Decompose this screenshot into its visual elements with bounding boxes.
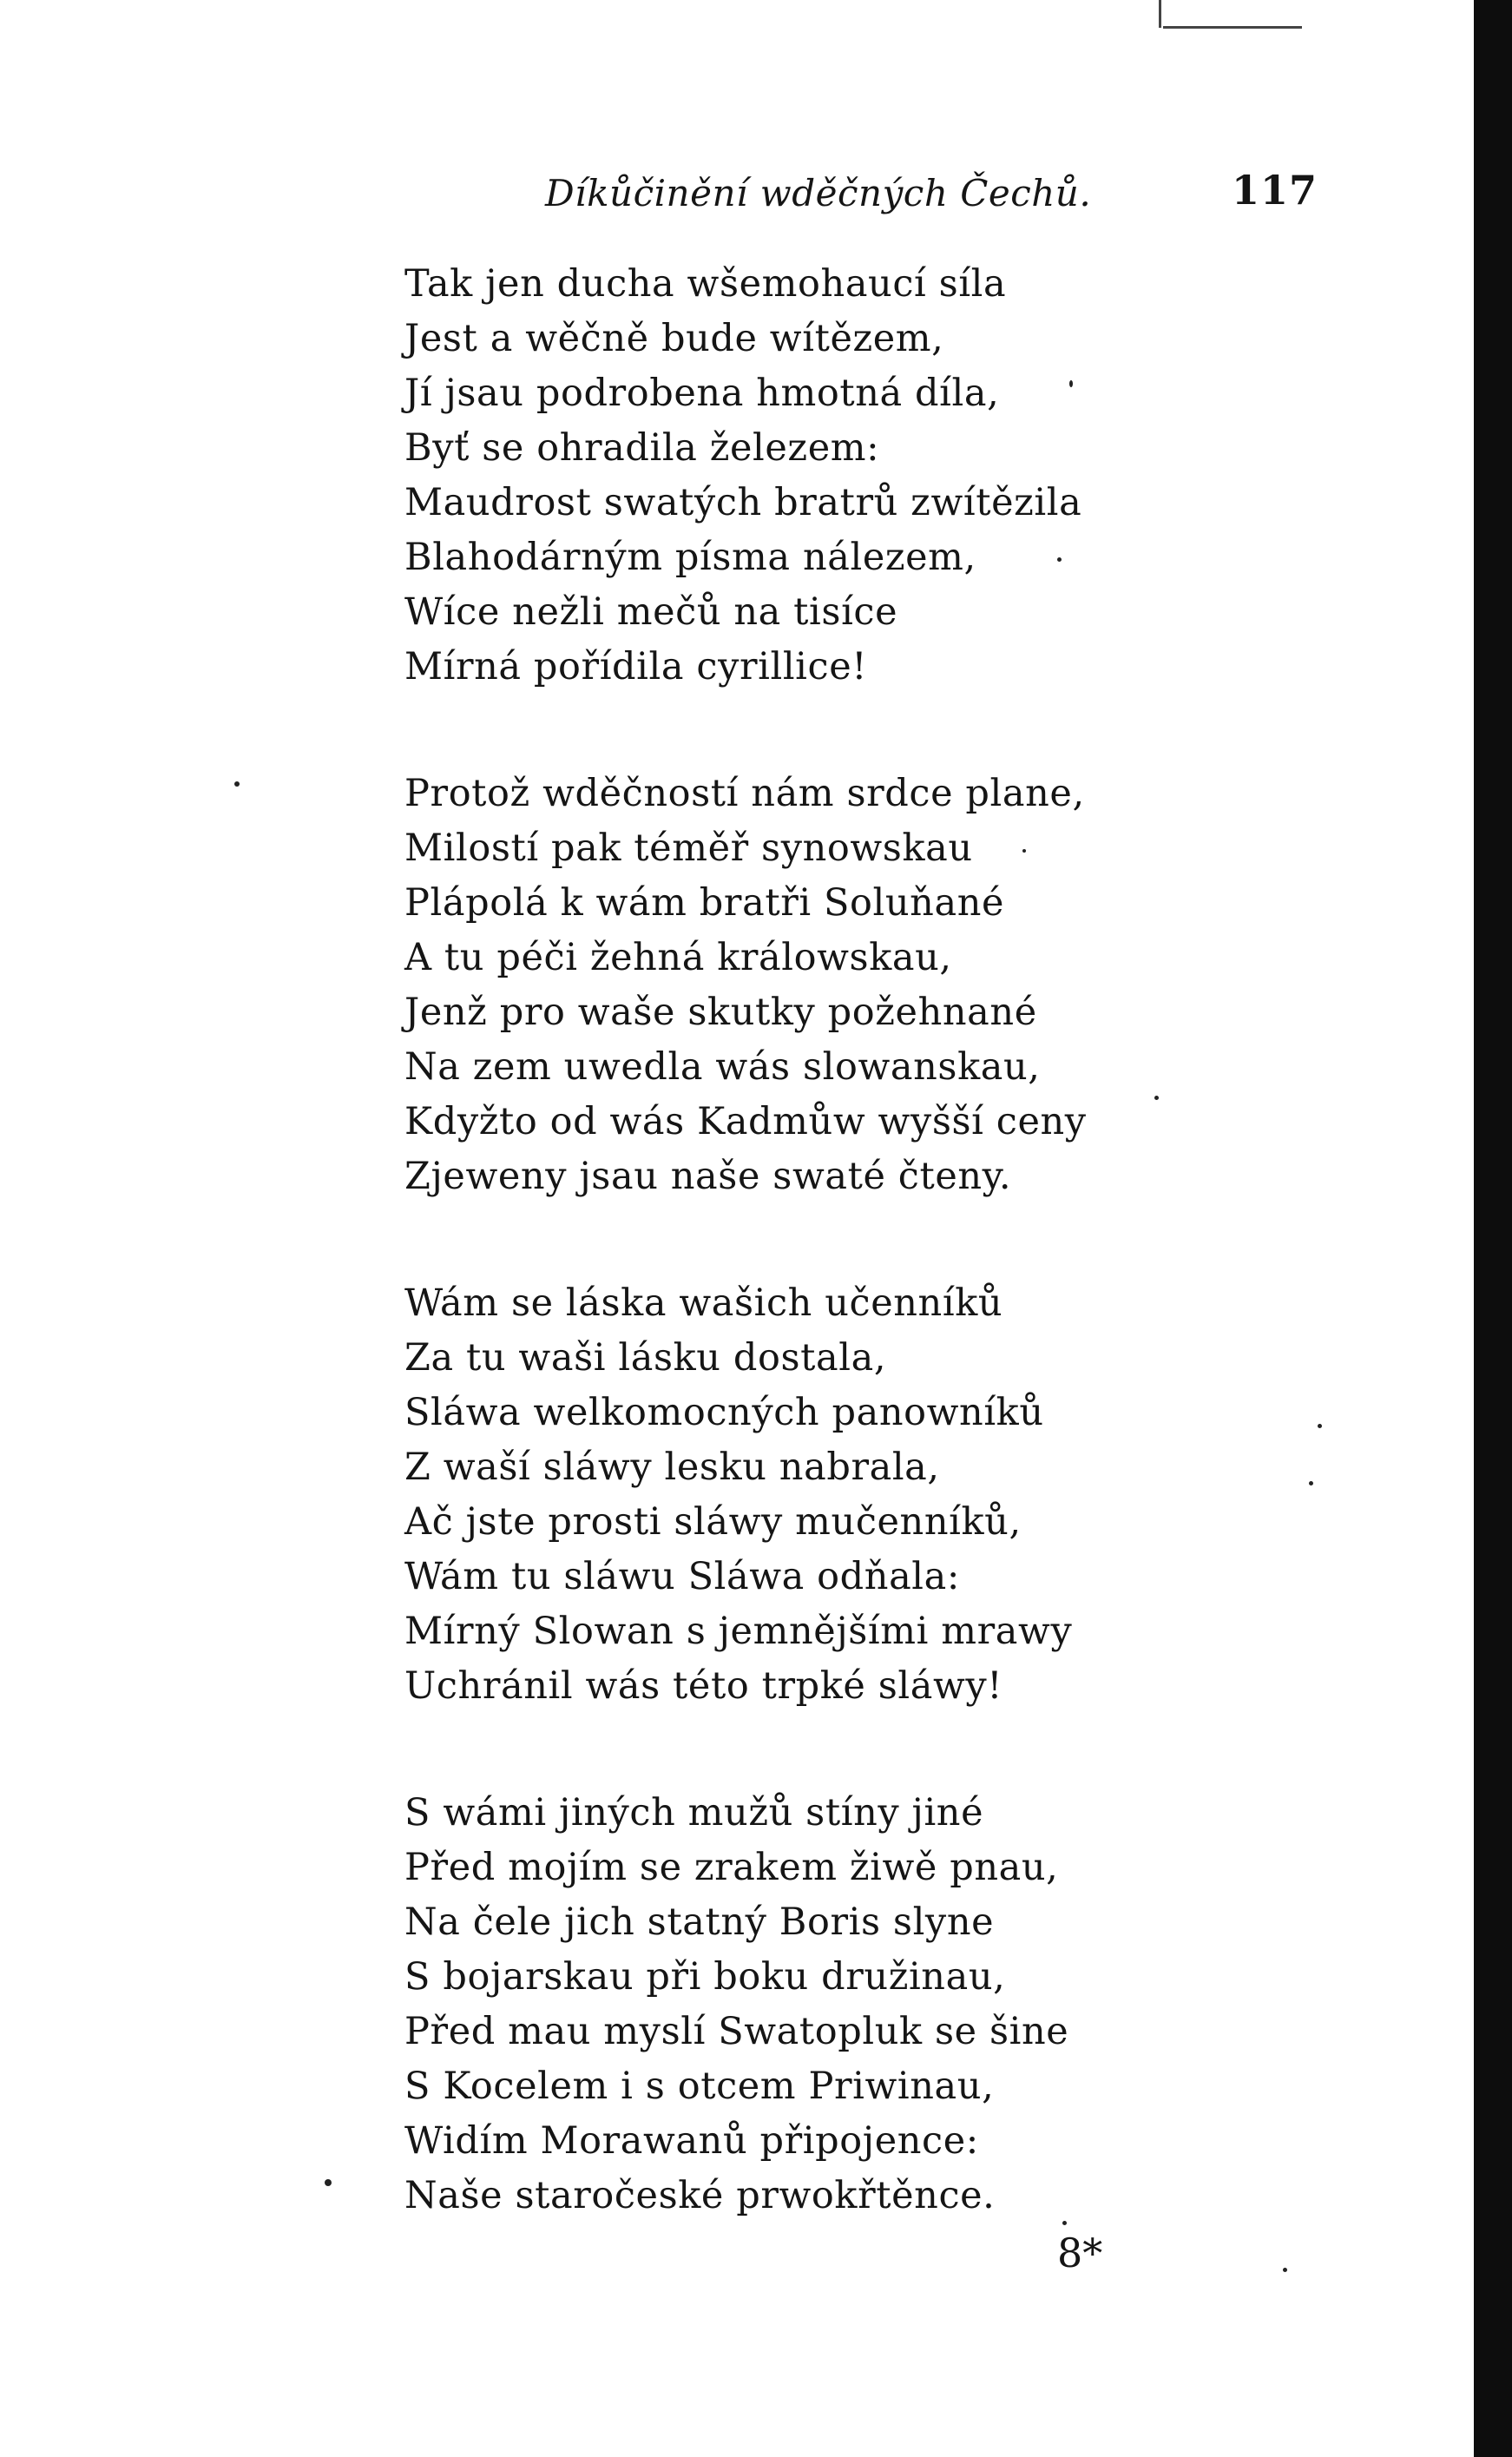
scan-artifact — [1159, 0, 1161, 28]
scan-speck — [234, 781, 240, 787]
poem-line: Byť se ohradila železem: — [404, 426, 880, 470]
poem-line: Zjeweny jsau naše swaté čteny. — [404, 1155, 1012, 1198]
poem-line: Za tu waši lásku dostala, — [404, 1336, 887, 1380]
scan-artifact — [1163, 26, 1302, 29]
running-title: Díkůčinění wděčných Čechů. — [545, 172, 1092, 214]
poem-line: Maudrost swatých bratrů zwítězila — [404, 481, 1082, 524]
poem-line: Jenž pro waše skutky požehnané — [404, 991, 1037, 1034]
scan-speck — [325, 2179, 332, 2186]
page-number: 117 — [1231, 167, 1318, 214]
poem-line: Tak jen ducha wšemohaucí síla — [404, 262, 1007, 306]
poem-line: S Kocelem i s otcem Priwinau, — [404, 2065, 995, 2108]
poem-line: Milostí pak téměř synowskau — [404, 827, 973, 870]
poem-line: Na zem uwedla wás slowanskau, — [404, 1045, 1041, 1089]
poem-line: Wám se láska wašich učenníků — [404, 1281, 1003, 1325]
poem-line: Naše staročeské prwokřtěnce. — [404, 2174, 996, 2217]
poem-line: Z waší sláwy lesku nabrala, — [404, 1446, 940, 1489]
poem-line: Kdyžto od wás Kadmůw wyšší ceny — [404, 1100, 1087, 1143]
scan-speck — [1283, 2268, 1287, 2272]
poem-line: Mírná pořídila cyrillice! — [404, 645, 868, 688]
signature-mark: 8* — [1057, 2230, 1103, 2276]
poem-line: A tu péči žehná králowskau, — [404, 936, 952, 979]
stanza-4 — [404, 1786, 1385, 2223]
scan-border — [1474, 0, 1512, 2457]
stanza-2 — [404, 767, 1385, 1204]
stanza-1 — [404, 257, 1385, 695]
poem-line: Na čele jich statný Boris slyne — [404, 1900, 995, 1944]
poem-line: Sláwa welkomocných panowníků — [404, 1391, 1044, 1434]
poem-line: S wámi jiných mužů stíny jiné — [404, 1791, 984, 1835]
poem-line: Před mau myslí Swatopluk se šine — [404, 2010, 1069, 2053]
poem-line: Uchránil wás této trpké sláwy! — [404, 1664, 1003, 1708]
poem-line: Mírný Slowan s jemnějšími mrawy — [404, 1610, 1073, 1653]
poem-line: Wám tu sláwu Sláwa odňala: — [404, 1555, 960, 1598]
poem-line: Jí jsau podrobena hmotná díla, — [404, 372, 1000, 415]
poem-line: Plápolá k wám bratři Soluňané — [404, 881, 1005, 925]
poem-line: Jest a wěčně bude wítězem, — [404, 317, 944, 360]
poem-line: Widím Morawanů připojence: — [404, 2119, 979, 2163]
page-header — [545, 167, 1318, 233]
poem-line: Ač jste prosti sláwy mučenníků, — [404, 1500, 1022, 1544]
stanza-3 — [404, 1276, 1385, 1714]
poem-line: Blahodárným písma nálezem, — [404, 536, 976, 579]
poem-line: Před mojím se zrakem žiwě pnau, — [404, 1846, 1059, 1889]
poem-line: Protož wděčností nám srdce plane, — [404, 772, 1085, 815]
poem-body — [404, 257, 1385, 2223]
poem-line: Wíce nežli mečů na tisíce — [404, 590, 898, 634]
poem-line: S bojarskau při boku družinau, — [404, 1955, 1006, 1999]
